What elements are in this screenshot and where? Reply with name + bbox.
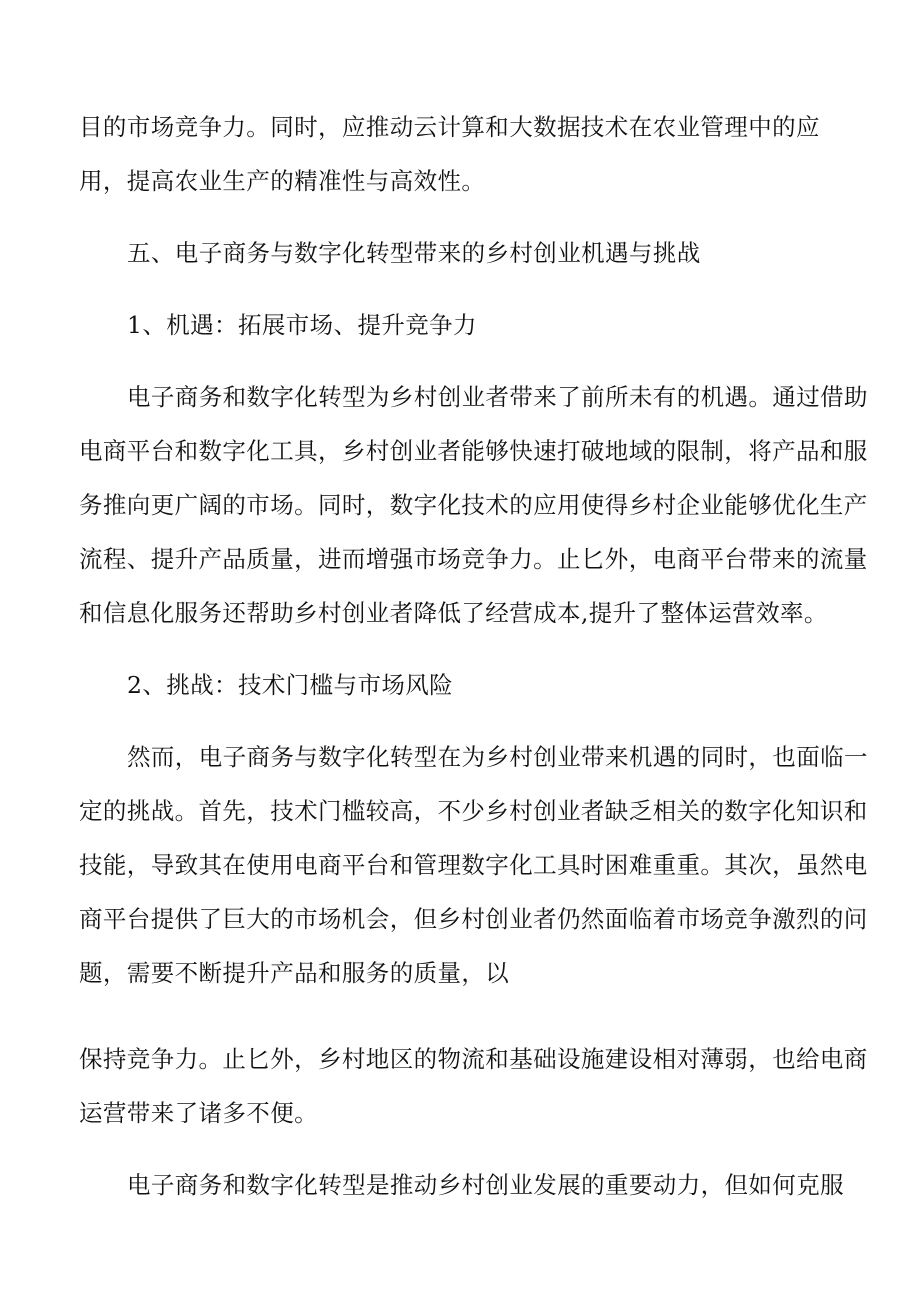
paragraph-line: 流程、提升产品质量，进而增强市场竞争力。止匕外，电商平台带来的流量: [79, 545, 868, 573]
paragraph-line: 电子商务和数字化转型是推动乡村创业发展的重要动力，但如何克服: [127, 1171, 844, 1199]
subsection-heading: 1、机遇：拓展市场、提升竞争力: [127, 311, 477, 339]
paragraph-line: 运营带来了诸多不便。: [79, 1099, 318, 1127]
paragraph-line: 目的市场竞争力。同时，应推动云计算和大数据技术在农业管理中的应: [79, 113, 820, 141]
paragraph-line: 技能，导致其在使用电商平台和管理数字化工具时困难重重。其次，虽然电: [79, 851, 868, 879]
section-heading: 五、电子商务与数字化转型带来的乡村创业机遇与挑战: [127, 239, 701, 267]
paragraph-line: 题，需要不断提升产品和服务的质量，以: [79, 959, 510, 987]
subsection-heading: 2、挑战：技术门槛与市场风险: [127, 671, 454, 699]
paragraph-line: 电商平台和数字化工具，乡村创业者能够快速打破地域的限制，将产品和服: [79, 437, 868, 465]
paragraph-line: 和信息化服务还帮助乡村创业者降低了经营成本,提升了整体运营效率。: [79, 599, 828, 627]
paragraph-line: 务推向更广阔的市场。同时，数字化技术的应用使得乡村企业能够优化生产: [79, 491, 868, 519]
paragraph-line: 商平台提供了巨大的市场机会，但乡村创业者仍然面临着市场竞争激烈的问: [79, 905, 868, 933]
paragraph-line: 定的挑战。首先，技术门槛较高，不少乡村创业者缺乏相关的数字化知识和: [79, 797, 868, 825]
paragraph-line: 然而，电子商务与数字化转型在为乡村创业带来机遇的同时，也面临一: [127, 743, 868, 771]
paragraph-line: 电子商务和数字化转型为乡村创业者带来了前所未有的机遇。通过借助: [127, 383, 868, 411]
paragraph-line: 保持竞争力。止匕外，乡村地区的物流和基础设施建设相对薄弱，也给电商: [79, 1045, 868, 1073]
paragraph-line: 用，提高农业生产的精准性与高效性。: [79, 167, 486, 195]
